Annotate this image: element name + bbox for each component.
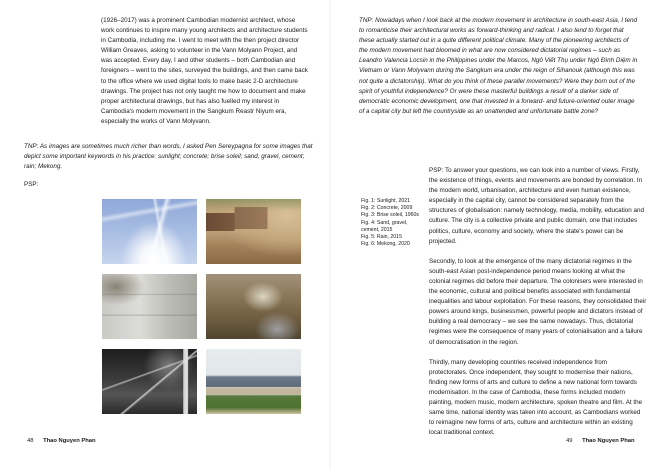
figure-4-sand-gravel-cement-photo <box>206 199 301 264</box>
folio-left <box>27 436 96 446</box>
caption-fig-4: Fig. 4: Sand, gravel, cement, 2015 <box>361 219 408 233</box>
question-text: TNP: As images are sometimes much richer than words, I asked Pen Sereypagna for some images that depict some important keywords in his practice: sunlight; concrete; brise soleil; sand, gravel, cement; rain; Mekong. <box>24 143 313 171</box>
question-text: TNP: Nowadays when I look back at the modern movement in architecture in south-east Asia, I tend to romanticise their architectural works as forward-thinking and radical. I also tend to forget that these actually started out in a quite different political climate. Many of the pioneering architects of the modern movement had bloomed in what are now considered dictatorial regimes – such as Leandro Valencia Locsin in the Philippines under the Marcos, Ngô Viết Thụ under Ngô Đình Diệm in Vietnam or Vann Molyvann during the Sangkum era under the reign of Sihanouk (although this was not quite a dictatorship). What do you think of these parallel movements? Were they born out of the spirit of youthful independence? Or were these masterful buildings a result of a darker side of democratic economic development, one that invested in a forward- and future-oriented outer image of a capital city but left the countryside as an unattended and unfortunate battle zone? <box>359 17 638 115</box>
figure-2-concrete-photo <box>102 274 197 339</box>
tnp-question-modern-movement <box>359 16 639 127</box>
figure-3-brise-soleil-photo <box>102 349 197 414</box>
figure-captions <box>361 198 426 248</box>
left-body-text <box>101 16 309 137</box>
body-paragraph: (1926–2017) was a prominent Cambodian modernist architect, whose work continues to inspire many young architects and architecture students in Cambodia, including me. I went to meet with the then project director William Greaves, asking to volunteer in the Vann Molyann Project, and was accepted. Every day, I and other students – both Cambodian and foreigners – went to the sites, surveyed the buildings, and then came back to the office where we used digital tools to make basic 2-D architecture drawings. The project has not only taught me how to document and make proper architectural drawings, but has also fuelled my interest in Cambodia's modern movement in the Sangkum Reastr Niyum era, especially the works of Vann Molyvann. <box>101 17 308 125</box>
figure-6-mekong-photo <box>206 349 301 414</box>
caption-fig-3: Fig. 3: Brise soleil, 1960s <box>361 212 419 219</box>
answer-paragraph: Thirdly, many developing countries received independence from protectorates. Once independent, they sought to modernise their nations, finding new forms of arts and culture to define a new national form towards modernisation. In the case of Cambodia, these forms included modern painting, modern music, modern architecture, spoken theatre and film. At the same time, national identity was taken into account, as Cambodians worked to reimagine new forms of arts, culture and architecture within an existing local traditional context. <box>429 358 643 437</box>
answer-paragraph: Secondly, to look at the emergence of the many dictatorial regimes in the south-east Asian post-independence period means looking at what the colonial regimes did before their departure. The colonisers were interested in the economic, cultural and political benefits associated with fundamental inequalities and labour exploitation. For these reasons, they consolidated their powers around kings, businessmen, powerful people and dictators instead of building a real democracy – we see the same nowadays. Thus, dictatorial regimes were the consequence of many years of colonialisation and a failure of democratisation in the region. <box>429 257 647 346</box>
page-gutter <box>329 0 331 468</box>
tnp-question-images <box>24 142 314 182</box>
running-author: Thao Nguyen Phan <box>582 438 635 444</box>
page-number: 49 <box>566 438 573 444</box>
running-author: Thao Nguyen Phan <box>43 438 96 444</box>
answer-paragraph: PSP: To answer your questions, we can look into a number of views. Firstly, the existence of things, events and movements are bonded by correlation. In the modern world, urbanisation, architecture and even human existence, especially in the capital city, cannot be considered separately from the structures of globalisation: namely technology, media, mobility, education and culture. The city is a collective private and public domain, one that includes politics, culture, economy and society, where the state's power can be projected. <box>429 167 645 245</box>
caption-fig-5: Fig. 5: Rain, 2015 <box>361 234 402 241</box>
page-number: 48 <box>27 438 34 444</box>
figure-5-rain-photo <box>206 274 301 339</box>
psp-label: PSP: <box>24 181 39 188</box>
caption-fig-6: Fig. 6: Mekong, 2020 <box>361 241 410 248</box>
caption-fig-2: Fig. 2: Concrete, 2009 <box>361 205 413 212</box>
psp-answer <box>429 166 647 448</box>
folio-right <box>566 436 635 446</box>
caption-fig-1: Fig. 1: Sunlight, 2021 <box>361 198 411 204</box>
figure-1-sunlight-photo <box>102 199 197 264</box>
